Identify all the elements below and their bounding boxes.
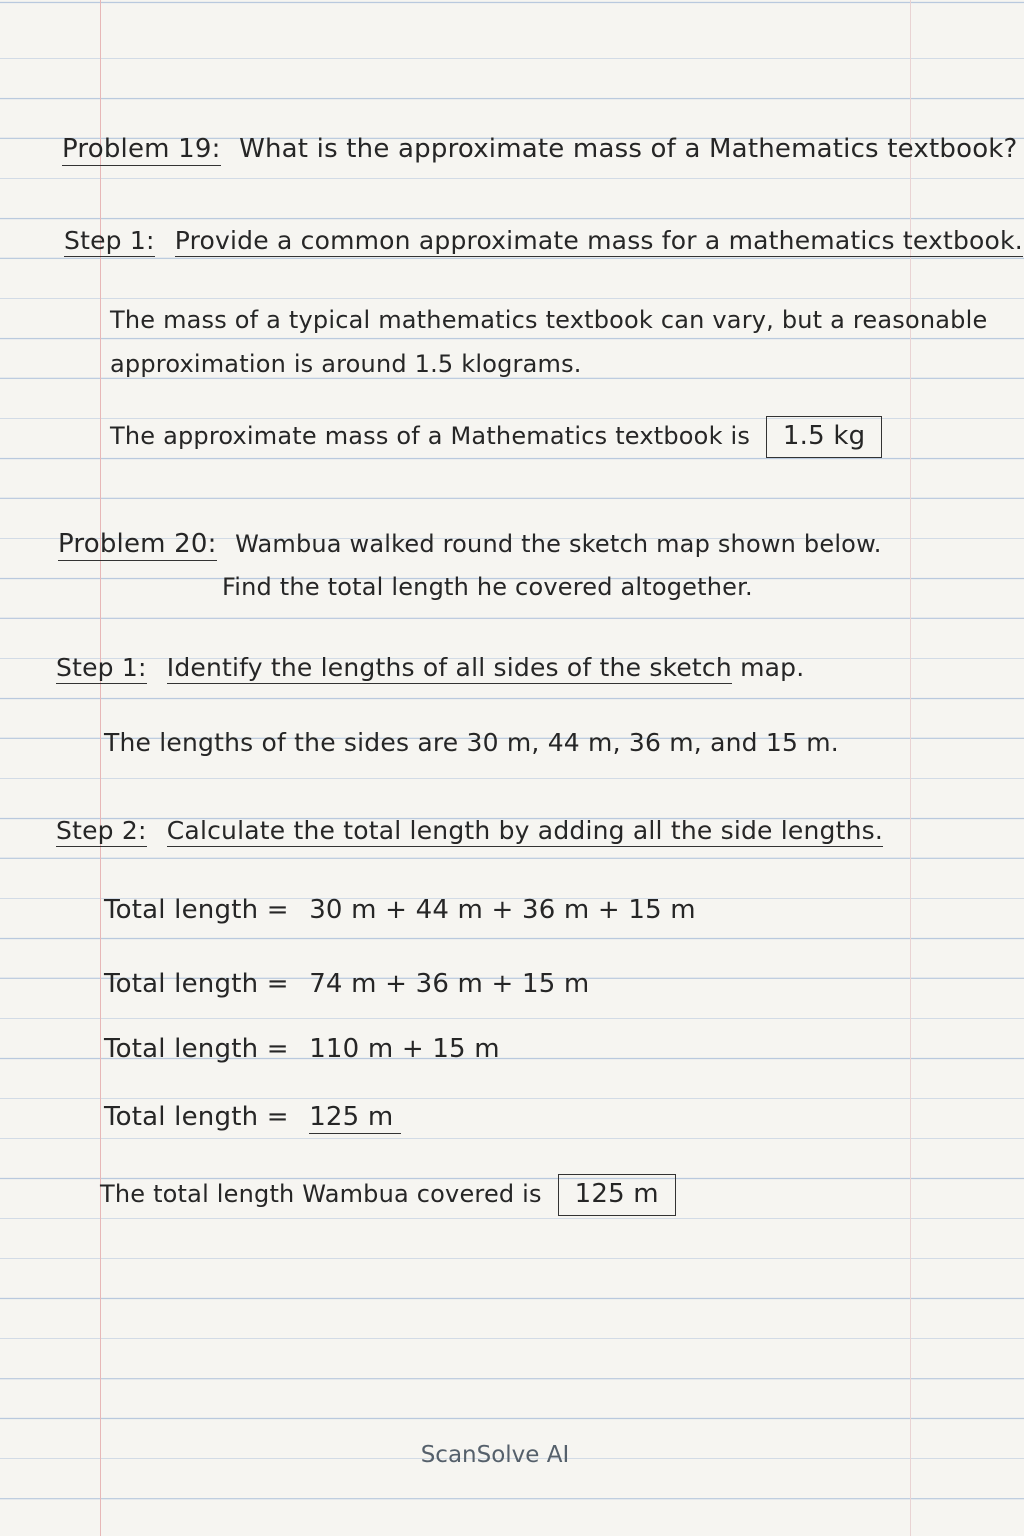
problem-19-question: What is the approximate mass of a Mathematics textbook?: [239, 134, 1018, 164]
problem-20-step-2-label: Step 2:: [56, 816, 147, 845]
calc-line-1: [104, 894, 696, 926]
calc-line-4-result: 125 m: [309, 1102, 401, 1134]
calc-line-3: [104, 1033, 500, 1065]
calc-line-4: [104, 1101, 401, 1133]
problem-20-step-1-label: Step 1:: [56, 653, 147, 682]
problem-20-sides: The lengths of the sides are 30 m, 44 m, 36 m, and 15 m.: [104, 728, 839, 757]
problem-19-answer-box: 1.5 kg: [766, 416, 882, 458]
problem-20-step-2: [56, 815, 883, 847]
calc-line-3-expression: 110 m + 15 m: [309, 1034, 500, 1064]
problem-20-question-line-1: Wambua walked round the sketch map shown below.: [235, 530, 882, 558]
problem-19-step-1-text: Provide a common approximate mass for a mathematics textbook.: [174, 226, 1023, 255]
problem-19-answer: [110, 414, 882, 458]
footer-brand: ScanSolve AI: [420, 1442, 570, 1468]
problem-19-answer-text: The approximate mass of a Mathematics textbook is: [110, 422, 751, 450]
calc-line-2-prefix: Total length =: [104, 969, 289, 999]
problem-20-heading: [58, 528, 882, 560]
calc-line-4-prefix: Total length =: [104, 1102, 289, 1132]
problem-20-step-1: [56, 652, 804, 684]
calc-line-3-prefix: Total length =: [104, 1034, 289, 1064]
problem-20-question-line-2: Find the total length he covered altogether.: [222, 573, 753, 601]
problem-20-answer-text: The total length Wambua covered is: [100, 1180, 542, 1208]
problem-19-step-1: [64, 225, 1023, 257]
calc-line-2-expression: 74 m + 36 m + 15 m: [309, 969, 590, 999]
problem-19-step-1-label: Step 1:: [64, 226, 155, 255]
calc-line-2: [104, 968, 589, 1000]
problem-19-explanation-line-1: The mass of a typical mathematics textbook can vary, but a reasonable: [110, 306, 988, 334]
problem-20-answer-box: 125 m: [558, 1174, 676, 1216]
problem-19-explanation-line-2: approximation is around 1.5 klograms.: [110, 350, 582, 378]
problem-20-answer: [100, 1172, 676, 1216]
problem-20-step-1-text: Identify the lengths of all sides of the sketch: [166, 653, 732, 682]
problem-19-heading: [62, 133, 1018, 165]
calc-line-1-expression: 30 m + 44 m + 36 m + 15 m: [309, 895, 696, 925]
calc-line-1-prefix: Total length =: [104, 895, 289, 925]
problem-20-label: Problem 20:: [58, 529, 217, 559]
problem-19-label: Problem 19:: [62, 134, 221, 164]
problem-20-step-1-tail: map.: [740, 653, 805, 682]
problem-20-step-2-text: Calculate the total length by adding all the side lengths.: [166, 816, 884, 845]
